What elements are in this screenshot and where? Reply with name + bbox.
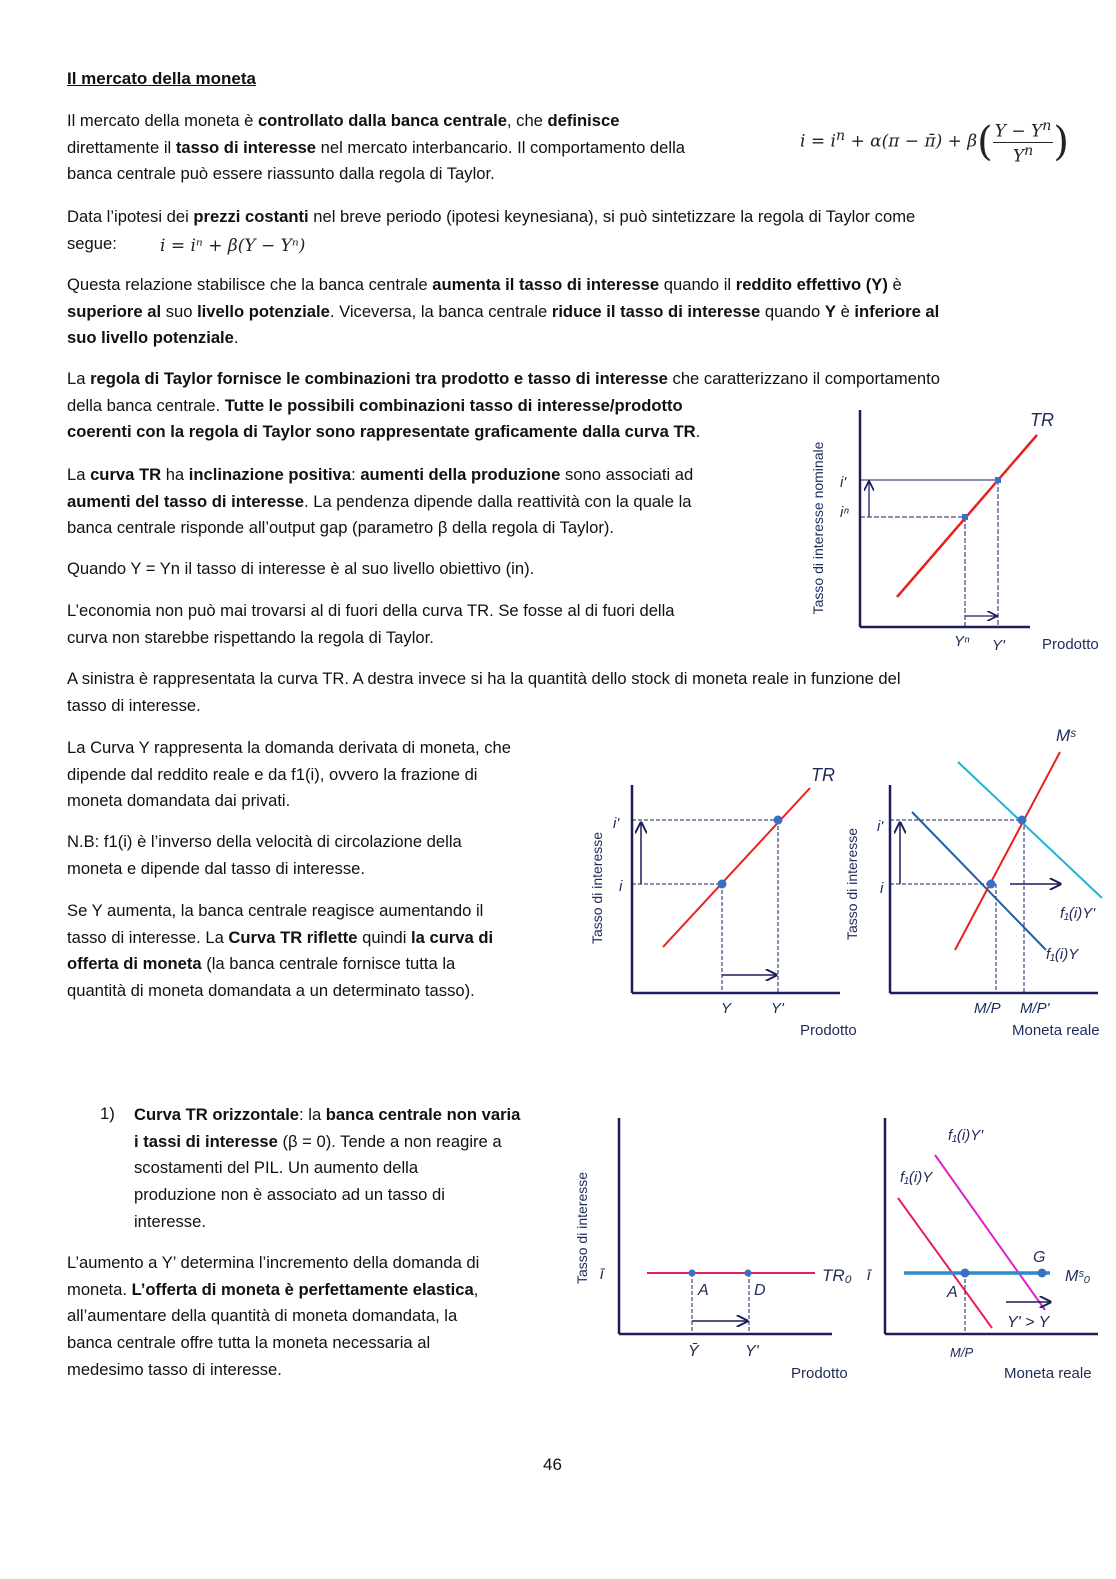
bold-text: offerta di moneta <box>67 954 202 974</box>
tick-y-n: Yⁿ <box>954 633 970 650</box>
text-span: dipende dal reddito reale e da f1(i), ovvero la frazione di <box>67 764 478 784</box>
text-span: quando il <box>659 275 736 294</box>
tick-i-n: iⁿ <box>840 504 849 521</box>
text-span: è <box>835 301 855 321</box>
text-span: produzione non è associato ad un tasso di <box>134 1185 445 1205</box>
bold-text: banca centrale non varia <box>325 1105 521 1124</box>
chart-label: ī <box>867 1267 871 1284</box>
chart-label: TR <box>811 765 835 785</box>
bold-text: superiore al <box>67 301 162 321</box>
text-span: quando <box>760 301 825 321</box>
chart-label: Moneta reale <box>1012 1022 1100 1039</box>
taylor-simple-formula: i = iⁿ + β(Y − Yⁿ) <box>160 236 306 256</box>
text-span: L’aumento a Y’ determina l’incremento della domanda di <box>67 1253 480 1272</box>
text-span: tasso di interesse. <box>67 695 201 715</box>
text-span: tasso di interesse. La <box>67 927 229 947</box>
chart-label: M/P' <box>1020 1000 1050 1017</box>
tr-curve <box>663 788 810 947</box>
text-span: curva non starebbe rispettando la regola di Taylor. <box>67 627 434 647</box>
text-span: sono associati ad <box>560 465 694 484</box>
chart-label: Moneta reale <box>1004 1365 1092 1382</box>
text-span: La <box>67 465 91 484</box>
chart-label: Y' > Y <box>1007 1314 1050 1331</box>
chart-label: Prodotto <box>800 1022 857 1039</box>
chart-label: G <box>1033 1249 1046 1266</box>
text-span: quindi <box>357 927 412 947</box>
text-span: La <box>67 369 91 388</box>
chart-money-market <box>844 726 1102 1039</box>
bold-text: aumenta il tasso di interesse <box>432 275 660 294</box>
tick-i-prime: i' <box>840 474 847 491</box>
text-span: scostamenti del PIL. Un aumento della <box>134 1158 419 1178</box>
bold-text: prezzi costanti <box>193 207 309 226</box>
chart-label: i <box>880 880 884 897</box>
bold-text: controllato dalla banca centrale <box>257 111 507 130</box>
bold-text: L’offerta di moneta è perfettamente elastica <box>131 1279 474 1299</box>
text-span: medesimo tasso di interesse. <box>67 1359 282 1379</box>
text-span: moneta domandata dai privati. <box>67 791 291 811</box>
chart-label: Mˢ <box>1056 726 1076 745</box>
point-a <box>718 880 727 889</box>
text-span: interesse. <box>134 1211 206 1231</box>
bold-text: reddito effettivo (Y) <box>735 275 888 294</box>
text-span: L’economia non può mai trovarsi al di fuori della curva TR. Se fosse al di fuori della <box>67 601 675 620</box>
chart-label: f₁(i)Y <box>900 1169 933 1186</box>
chart-label: Mˢ₀ <box>1065 1268 1091 1285</box>
text-span: (β = 0). Tende a non reagire a <box>277 1131 502 1151</box>
bold-text: Y <box>824 301 836 321</box>
chart-money-elastic <box>867 1118 1098 1382</box>
text-span: nel mercato interbancario. Il comportamento della <box>316 137 685 157</box>
text-span: , <box>473 1279 479 1299</box>
text-span: . <box>695 422 701 442</box>
text-span: Questa relazione stabilisce che la banca centrale <box>67 275 433 294</box>
text-span: banca centrale offre tutta la moneta necessaria al <box>67 1333 431 1353</box>
bold-text: regola di Taylor fornisce le combinazioni tra prodotto e tasso di interesse <box>90 369 668 388</box>
bold-text: inclinazione positiva <box>188 465 352 484</box>
text-span: all’aumentare della quantità di moneta domandata, la <box>67 1306 458 1326</box>
chart-label: f₁(i)Y <box>1046 946 1079 963</box>
bold-text: suo livello potenziale <box>67 328 234 348</box>
chart-mark <box>1018 816 1027 825</box>
chart-tr-taylor <box>810 410 1099 654</box>
chart-label: Y' <box>745 1343 759 1360</box>
text-span: banca centrale può essere riassunto dalla regola di Taylor. <box>67 164 495 184</box>
text-span: Quando Y = Yn il tasso di interesse è al suo livello obiettivo (in). <box>67 559 535 578</box>
y-axis-label: Tasso di interesse nominale <box>810 441 826 615</box>
text-span: della banca centrale. <box>67 395 225 415</box>
text-span: che caratterizzano il comportamento <box>667 369 941 388</box>
supply-curve <box>955 752 1060 950</box>
text-span: segue: <box>67 233 117 253</box>
text-span: nel breve periodo (ipotesi keynesiana), si può sintetizzare la regola di Taylor come <box>308 207 916 226</box>
chart-mark <box>745 1270 752 1277</box>
text-span: , che <box>506 111 548 130</box>
chart-tr-horizontal <box>574 1118 852 1382</box>
bold-text: livello potenziale <box>197 301 330 321</box>
chart-mark <box>689 1270 696 1277</box>
text-span: . La pendenza dipende dalla reattività con la quale la <box>304 491 692 511</box>
text-span: quantità di moneta domandata a un determinato tasso). <box>67 981 475 1001</box>
text-span: . <box>233 328 239 348</box>
chart-label: f₁(i)Y' <box>1060 905 1096 922</box>
demand-new-curve <box>958 762 1102 898</box>
text-span: (la banca centrale fornisce tutta la <box>201 954 456 974</box>
text-span: . Viceversa, la banca centrale <box>329 301 552 321</box>
text-span: Data l’ipotesi dei <box>67 207 194 226</box>
text-span: Il mercato della moneta è <box>67 111 258 130</box>
text-span: La Curva Y rappresenta la domanda derivata di moneta, che <box>67 738 512 757</box>
bold-text: tasso di interesse <box>175 137 317 157</box>
chart-tr-left <box>589 765 857 1039</box>
demand-curve <box>898 1198 992 1328</box>
bold-text: Curva TR riflette <box>228 927 358 947</box>
x-axis-label: Prodotto <box>1042 636 1099 653</box>
chart-label: A <box>947 1284 958 1301</box>
bold-text: inferiore al <box>854 301 940 321</box>
bold-text: riduce il tasso di interesse <box>551 301 761 321</box>
list-number: 1) <box>100 1104 115 1123</box>
chart-label: i <box>619 878 623 895</box>
bold-text: Tutte le possibili combinazioni tasso di interesse/prodotto <box>224 395 683 415</box>
point-b <box>774 816 783 825</box>
text-span: moneta e dipende dal tasso di interesse. <box>67 858 365 878</box>
text-span: direttamente il <box>67 137 176 157</box>
text-span: : <box>351 465 361 484</box>
text-span: Se Y aumenta, la banca centrale reagisce aumentando il <box>67 901 484 920</box>
text-span: : la <box>299 1105 326 1124</box>
bold-text: definisce <box>547 111 620 130</box>
bold-text: aumenti del tasso di interesse <box>67 491 305 511</box>
chart-label: Y' <box>771 1000 784 1017</box>
chart-mark <box>987 880 996 889</box>
curve-label: TR <box>1030 410 1054 430</box>
chart-label: Tasso di interesse <box>589 831 605 945</box>
chart-label: Prodotto <box>791 1365 848 1382</box>
section-title: Il mercato della moneta <box>67 69 256 88</box>
text-span: N.B: f1(i) è l’inverso della velocità di circolazione della <box>67 832 462 851</box>
text-span: suo <box>161 301 198 321</box>
bold-text: coerenti con la regola di Taylor sono rappresentate graficamente dalla curva TR <box>67 422 696 442</box>
chart-label: i' <box>613 815 620 832</box>
text-span: è <box>887 275 902 294</box>
chart-label: f₁(i)Y' <box>948 1127 984 1144</box>
tick-y-prime: Y' <box>992 637 1005 654</box>
text-span: banca centrale risponde all’output gap (parametro β della regola di Taylor). <box>67 518 615 538</box>
bold-text: i tassi di interesse <box>134 1131 278 1151</box>
chart-label: Y <box>721 1000 732 1017</box>
bold-text: Curva TR orizzontale <box>134 1105 300 1124</box>
chart-label: M/P <box>974 1000 1001 1017</box>
point-new <box>995 477 1001 483</box>
chart-label: M/P <box>950 1345 974 1360</box>
chart-label: Tasso di interesse <box>574 1171 590 1285</box>
text-span: ha <box>161 465 189 484</box>
taylor-rule-formula: $i = i^n + \alpha(\pi$ − π̄) + β( $\frac{Y - Y^n}{Y^n}$ ) <box>800 118 1069 167</box>
chart-label: i' <box>877 818 884 835</box>
chart-mark <box>961 1269 970 1278</box>
bold-text: la curva di <box>411 927 494 947</box>
text-span: A sinistra è rappresentata la curva TR. A destra invece si ha la quantità dello stock di moneta reale in funzione del <box>67 669 901 688</box>
bold-text: curva TR <box>90 465 162 484</box>
text-span: moneta. <box>67 1279 132 1299</box>
chart-label: D <box>754 1282 766 1299</box>
point-equilibrium <box>962 514 968 520</box>
page-number: 46 <box>543 1455 562 1474</box>
demand-curve <box>912 812 1046 950</box>
chart-label: Ȳ <box>688 1343 699 1360</box>
chart-label: ī <box>600 1266 604 1283</box>
bold-text: aumenti della produzione <box>360 465 561 484</box>
chart-label: A <box>698 1282 709 1299</box>
chart-label: Tasso di interesse <box>844 827 860 941</box>
chart-mark <box>1038 1269 1047 1278</box>
chart-label: TR₀ <box>822 1266 852 1285</box>
